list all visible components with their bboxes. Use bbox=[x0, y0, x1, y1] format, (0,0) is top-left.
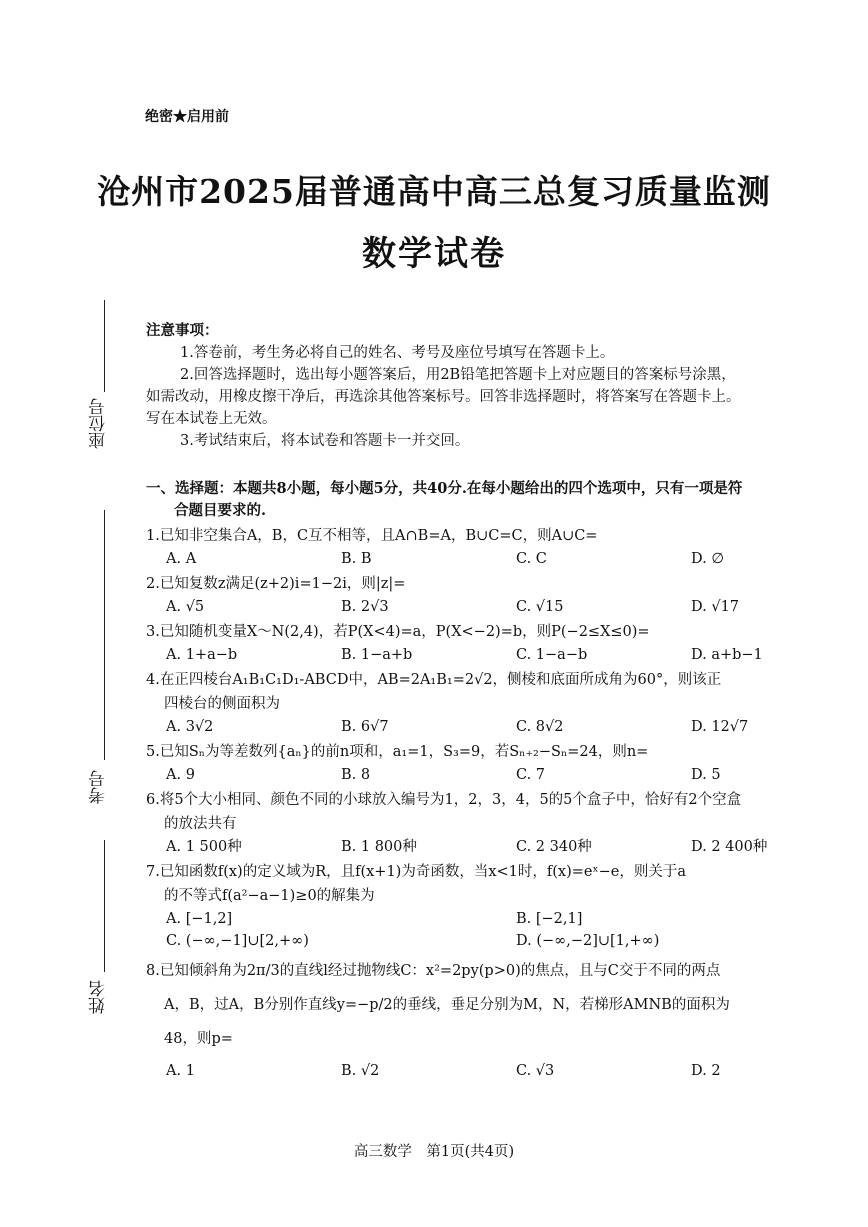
question-stem: 2.已知复数z满足(z+2)i=1−2i，则|z|= bbox=[146, 576, 406, 592]
option-b: B. 1 800种 bbox=[341, 839, 417, 855]
question-stem-line: 48，则p= bbox=[164, 1031, 233, 1047]
option-b: B. B bbox=[341, 551, 372, 567]
option-d: D. 2 400种 bbox=[691, 839, 768, 855]
seat-line bbox=[104, 300, 105, 392]
instruction-item: 1.答卷前，考生务必将自己的姓名、考号及座位号填写在答题卡上。 bbox=[180, 345, 615, 361]
exam-title: 沧州市2025届普通高中高三总复习质量监测 bbox=[97, 172, 771, 211]
option-c: C. 8√2 bbox=[516, 719, 564, 735]
exam-subtitle: 数学试卷 bbox=[362, 234, 506, 274]
option-b: B. 6√7 bbox=[341, 719, 389, 735]
instructions-title: 注意事项： bbox=[146, 322, 219, 339]
section-heading-line: 合题目要求的. bbox=[174, 502, 267, 519]
question-6 bbox=[146, 788, 836, 858]
instruction-item: 2.回答选择题时，选出每小题答案后，用2B铅笔把答题卡上对应题目的答案标号涂黑， bbox=[180, 367, 736, 383]
instruction-item: 写在本试卷上无效。 bbox=[146, 411, 277, 427]
exam-no-line bbox=[104, 510, 105, 760]
name-label: 姓名 bbox=[89, 980, 109, 1014]
question-stem-line: 的放法共有 bbox=[164, 816, 237, 832]
exam-no-label: 考号 bbox=[89, 770, 109, 804]
option-a: A. A bbox=[166, 551, 197, 567]
question-8 bbox=[146, 954, 836, 1086]
seat-label: 座位号 bbox=[89, 398, 109, 449]
question-stem-line: 8.已知倾斜角为2π/3的直线l经过抛物线C：x²=2py(p>0)的焦点，且与C交于不同的两点 bbox=[146, 963, 721, 979]
question-1 bbox=[146, 524, 836, 570]
option-d: D. (−∞,−2]∪[1,+∞) bbox=[516, 933, 660, 949]
question-options bbox=[146, 908, 836, 930]
option-c: C. 7 bbox=[516, 767, 546, 783]
option-d: D. a+b−1 bbox=[691, 647, 763, 663]
option-a: A. 9 bbox=[166, 767, 195, 783]
question-options bbox=[146, 836, 836, 858]
option-b: B. 8 bbox=[341, 767, 371, 783]
option-c: C. 1−a−b bbox=[516, 647, 588, 663]
question-section bbox=[146, 478, 836, 1086]
option-b: B. √2 bbox=[341, 1063, 380, 1079]
question-stem bbox=[146, 860, 836, 908]
question-stem-line: 四棱台的侧面积为 bbox=[164, 696, 280, 712]
option-c: C. √15 bbox=[516, 599, 564, 615]
question-stem bbox=[146, 788, 836, 836]
question-4 bbox=[146, 668, 836, 738]
question-stem-line: 的不等式f(a²−a−1)≥0的解集为 bbox=[164, 888, 375, 904]
option-a: A. 1 500种 bbox=[166, 839, 242, 855]
question-stem bbox=[146, 668, 836, 716]
option-a: A. 1+a−b bbox=[166, 647, 238, 663]
question-options bbox=[146, 1056, 836, 1086]
page-footer: 高三数学 第1页(共4页) bbox=[353, 1144, 515, 1160]
option-c: C. C bbox=[516, 551, 547, 567]
name-line bbox=[104, 840, 105, 972]
option-c: C. 2 340种 bbox=[516, 839, 592, 855]
question-stem-line: 4.在正四棱台A₁B₁C₁D₁-ABCD中，AB=2A₁B₁=2√2，侧棱和底面所成角为60°，则该正 bbox=[146, 672, 722, 688]
question-stem: 5.已知Sₙ为等差数列{aₙ}的前n项和，a₁=1，S₃=9，若Sₙ₊₂−Sₙ=24，则n= bbox=[146, 744, 649, 760]
question-2 bbox=[146, 572, 836, 618]
option-d: D. √17 bbox=[691, 599, 740, 615]
question-stem-line: 6.将5个大小相同、颜色不同的小球放入编号为1，2，3，4，5的5个盒子中，恰好有2个空盒 bbox=[146, 792, 742, 808]
question-stem: 1.已知非空集合A，B，C互不相等，且A∩B=A，B∪C=C，则A∪C= bbox=[146, 528, 598, 544]
instruction-item: 如需改动，用橡皮擦干净后，再选涂其他答案标号。回答非选择题时，将答案写在答题卡上。 bbox=[146, 389, 741, 405]
instructions bbox=[146, 320, 836, 452]
question-7 bbox=[146, 860, 836, 952]
confidential-mark: 绝密★启用前 bbox=[145, 109, 229, 125]
question-options bbox=[146, 930, 836, 952]
option-d: D. 5 bbox=[691, 767, 721, 783]
question-options bbox=[146, 644, 836, 666]
option-b: B. [−2,1] bbox=[516, 911, 583, 927]
instruction-item: 3.考试结束后，将本试卷和答题卡一并交回。 bbox=[180, 433, 470, 449]
section-heading bbox=[146, 478, 836, 522]
question-3 bbox=[146, 620, 836, 666]
option-a: A. [−1,2] bbox=[166, 911, 233, 927]
option-d: D. ∅ bbox=[691, 551, 724, 567]
question-stem: 3.已知随机变量X～N(2,4)，若P(X<4)=a，P(X<−2)=b，则P(−2≤X≤0)= bbox=[146, 624, 650, 640]
option-a: A. 1 bbox=[166, 1063, 195, 1079]
question-stem bbox=[146, 954, 836, 1056]
option-a: A. 3√2 bbox=[166, 719, 214, 735]
question-options bbox=[146, 596, 836, 618]
option-c: C. √3 bbox=[516, 1063, 555, 1079]
question-options bbox=[146, 764, 836, 786]
question-options bbox=[146, 548, 836, 570]
option-d: D. 2 bbox=[691, 1063, 721, 1079]
option-d: D. 12√7 bbox=[691, 719, 749, 735]
question-5 bbox=[146, 740, 836, 786]
option-b: B. 1−a+b bbox=[341, 647, 413, 663]
question-options bbox=[146, 716, 836, 738]
question-stem-line: 7.已知函数f(x)的定义域为R，且f(x+1)为奇函数，当x<1时，f(x)=eˣ−e，则关于a bbox=[146, 864, 687, 880]
question-stem-line: A，B，过A，B分别作直线y=−p/2的垂线，垂足分别为M，N，若梯形AMNB的面积为 bbox=[164, 997, 730, 1013]
section-heading-line: 一、选择题：本题共8小题，每小题5分，共40分.在每小题给出的四个选项中，只有一项是符 bbox=[146, 480, 743, 497]
option-c: C. (−∞,−1]∪[2,+∞) bbox=[166, 933, 309, 949]
option-a: A. √5 bbox=[166, 599, 205, 615]
option-b: B. 2√3 bbox=[341, 599, 389, 615]
